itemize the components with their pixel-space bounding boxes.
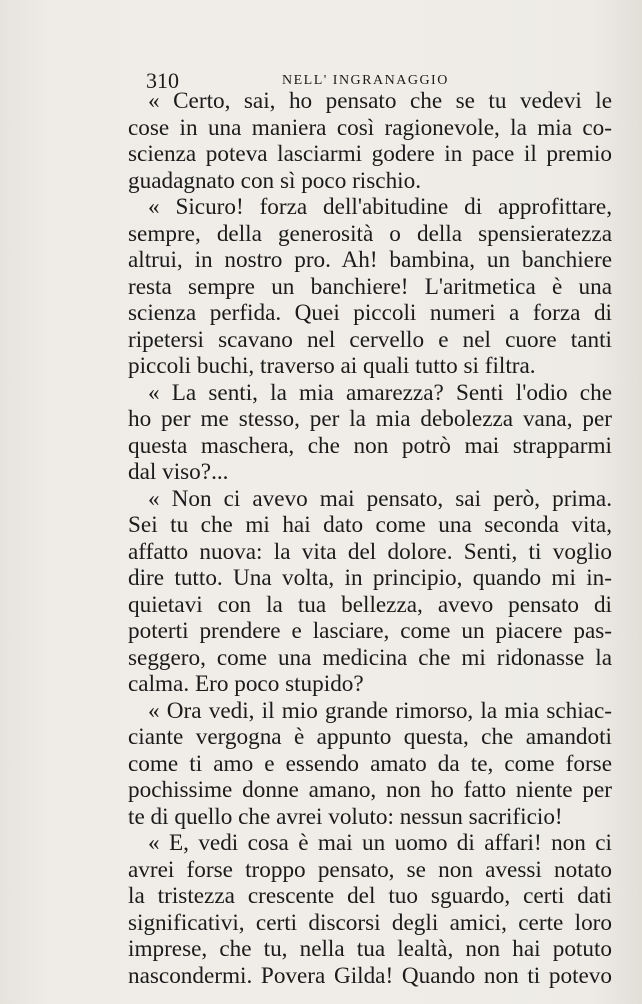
text-line: questa maschera, che non potrò mai strapparmi — [128, 432, 612, 459]
text-line: quietavi con la tua bellezza, avevo pensato di — [128, 591, 612, 618]
text-line: « Sicuro! forza dell'abitudine di approfittare, — [148, 194, 612, 220]
text-line: nascondermi. Povera Gilda! Quando non ti potevo — [128, 962, 612, 989]
text-line: sempre, della generosità o della spensieratezza — [128, 220, 612, 247]
text-line: Sei tu che mi hai dato come una seconda vita, — [128, 512, 612, 538]
text-line: affatto nuova: la vita del dolore. Senti, ti voglio — [128, 538, 612, 565]
text-line: la tristezza crescente del tuo sguardo, certi dati — [128, 883, 612, 909]
text-line: cose in una maniera così ragionevole, la mia co- — [128, 114, 612, 141]
text-line: resta sempre un banchiere! L'aritmetica è una — [128, 273, 612, 300]
text-line: seggero, come una medicina che mi ridonasse la — [128, 644, 612, 671]
running-title: NELL' INGRANAGGIO — [282, 73, 449, 88]
text-line: ho per me stesso, per la mia debolezza vana, per — [128, 406, 612, 432]
text-line: piccoli buchi, traverso ai quali tutto si filtra. — [128, 353, 536, 379]
text-line: altrui, in nostro pro. Ah! bambina, un banchiere — [128, 247, 612, 273]
text-line: dire tutto. Una volta, in principio, quando mi in- — [128, 565, 612, 591]
text-line: ripetersi scavano nel cervello e nel cuore tanti — [128, 326, 612, 353]
text-line: te di quello che avrei voluto: nessun sacrificio! — [128, 803, 563, 830]
text-line: poterti prendere e lasciare, come un piacere pas- — [128, 618, 612, 644]
page-number: 310 — [146, 68, 179, 93]
text-line: « Non ci avevo mai pensato, sai però, prima. — [148, 485, 612, 512]
text-line: pochissime donne amano, non ho fatto niente per — [128, 777, 612, 803]
text-line: scienza perfida. Quei piccoli numeri a forza di — [128, 300, 612, 326]
text-line: ciante vergogna è appunto questa, che amandoti — [128, 724, 612, 750]
text-line: calma. Ero poco stupido? — [128, 671, 364, 697]
text-line: significativi, certi discorsi degli amici, certe loro — [128, 909, 612, 936]
text-line: « La senti, la mia amarezza? Senti l'odio che — [148, 379, 612, 406]
text-line: avrei forse troppo pensato, se non avessi notato — [128, 856, 612, 883]
text-line: « Ora vedi, il mio grande rimorso, la mia schiac- — [148, 697, 612, 724]
text-line: dal viso?... — [128, 459, 229, 485]
text-line: « Certo, sai, ho pensato che se tu vedevi le — [148, 88, 612, 114]
text-line: « E, vedi cosa è mai un uomo di affari! non ci — [148, 830, 612, 856]
text-line: guadagnato con sì poco rischio. — [128, 167, 421, 194]
text-line: come ti amo e essendo amato da te, come forse — [128, 750, 612, 777]
text-line: imprese, che tu, nella tua lealtà, non hai potuto — [128, 936, 612, 962]
text-line: scienza poteva lasciarmi godere in pace il premio — [128, 141, 612, 167]
body-text — [128, 88, 612, 989]
